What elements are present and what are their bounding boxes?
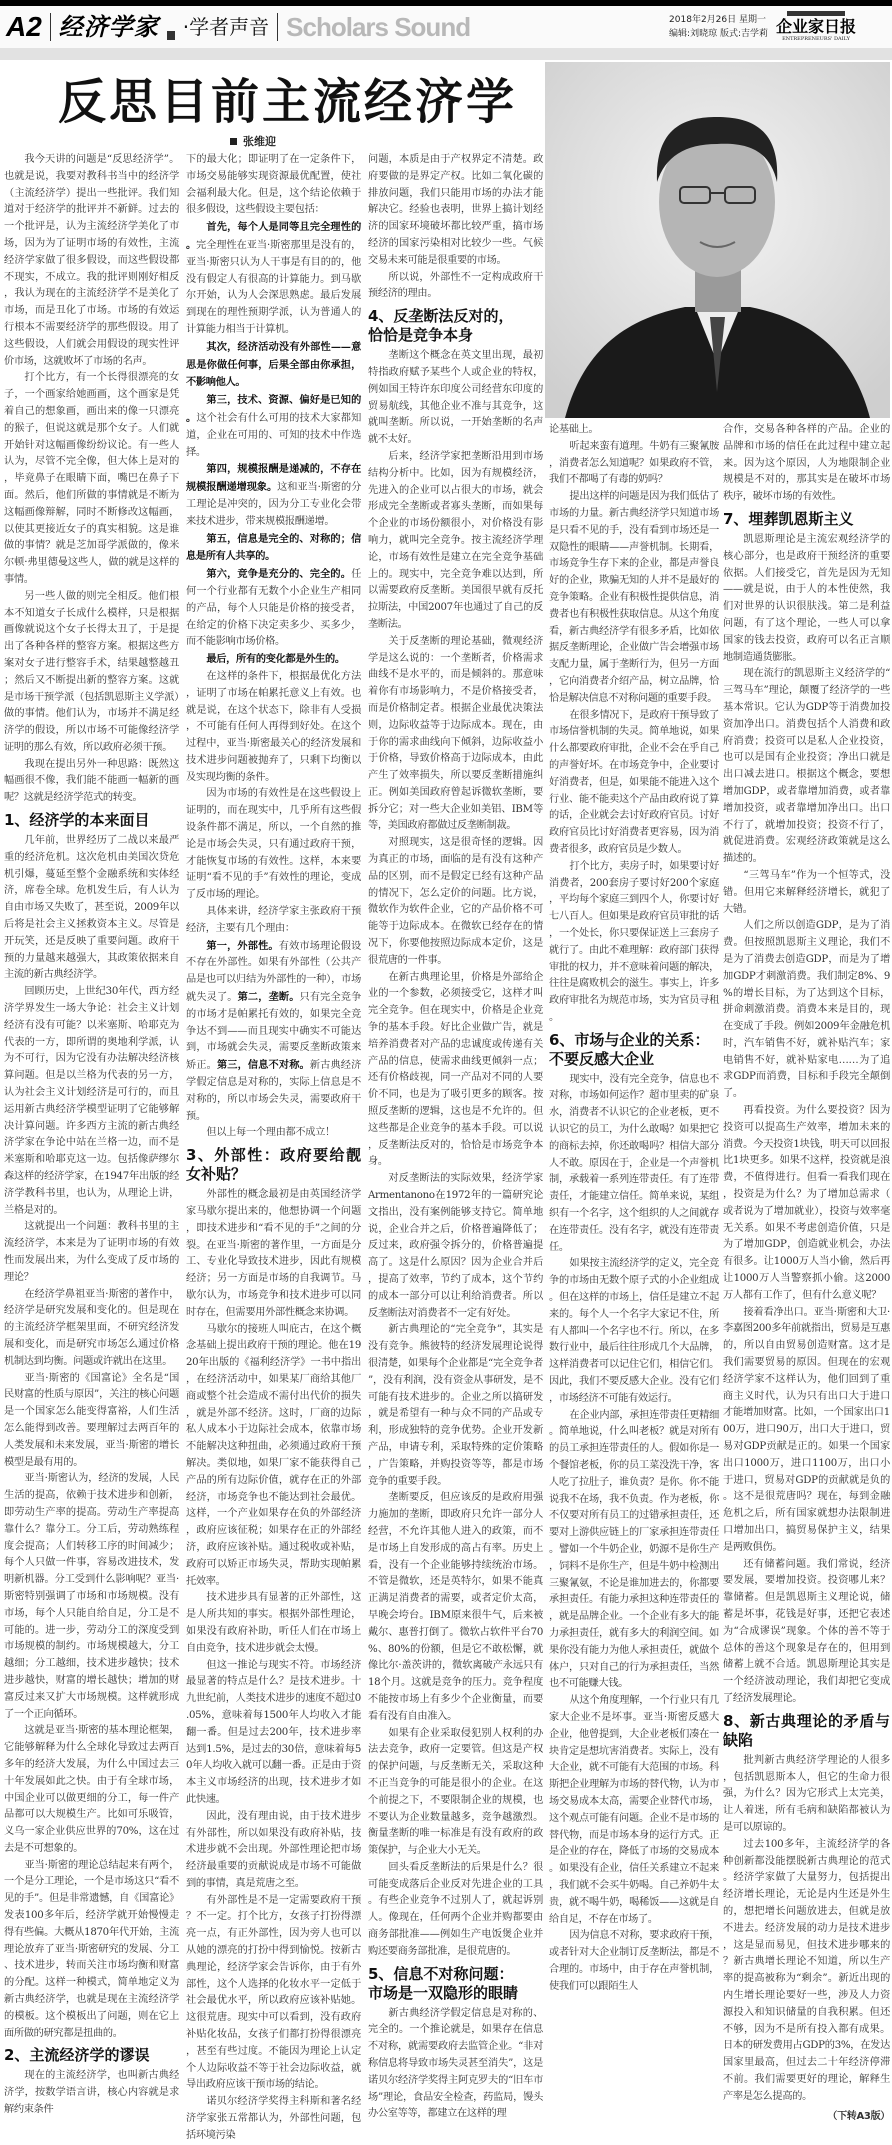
paragraph: 新古典经济学假定信息是对称的、完全的。一个推论就是，如果存在信息不对称，就需要政府去监管企业。“非对称信息将导致市场失灵甚至消失”，这是诺贝尔经济学奖得主阿克罗夫的“旧车市场”理论，食品安全检查，药监局，馒头办公室等等，都建立在这样的理 bbox=[368, 2007, 543, 2120]
paragraph: 这就是亚当·斯密的基本理论框架，它能够解释为什么全球化导致过去两百多年的经济大发展，为什么中国过去三十年发展如此之快。由于有全球市场，中国企业可以做更细的分工，每一件产品都可以大规模生产。比如可乐吸管，义乌一家企业供应世界的70%，这在过去是不可想象的。 bbox=[4, 1725, 179, 1854]
paragraph: 接着看净出口。亚当·斯密和大卫·李嘉图200多年前就指出，贸易是互惠的，所以自由贸易创造财富。这才是我们需要贸易的原因。但现在的宏观经济学家不这样认为，他们回到了重商主义时代，认为只有出口大于进口才能增加财富。比如，一个国家出口100万，进口90万，出口大于进口，贸易对GDP贡献是正的。如果一个国家出口1000万，进口1100万，出口小于进口，贸易对GDP的贡献就是负的。这不是很荒唐吗？现在，每到金融危机之后，所有国家就想办法限制进口增加出口，搞贸易保护主义，结果是两败俱伤。 bbox=[723, 1306, 890, 1553]
bold-lead: 第一，外部性。 bbox=[206, 939, 279, 952]
text-run: 任何一个行业都有无数个小企业生产相同的产品，每个人只能是价格的接受者，在给定的价格下决定卖多少、买多少，而不能影响市场价格。 bbox=[186, 569, 361, 648]
paragraph: 后来，经济学家把垄断沿用到市场结构分析中。比如，因为有规模经济，先进入的企业可以占很大的市场，就会形成完全垄断或者寡头垄断，而如果每个企业的市场份额很小，对价格没有影响力，就叫完全竞争。按主流经济学理论，市场有效性是建立在完全竞争基础上的。现实中，完全竞争难以达到，所以需要政府反垄断。美国很早就有反托拉斯法，中国2007年也通过了自己的反垄断法。 bbox=[368, 450, 543, 630]
paragraph: 技术进步具有显著的正外部性，这是人所共知的事实。根据外部性理论，如果没有政府补助，听任人们在市场上自由竞争，技术进步就会太慢。 bbox=[186, 1592, 361, 1654]
paragraph: 亚当·斯密的理论总结起来有两个，一个是分工理论，一个是市场这只“看不见的手”。但是非常遗憾，自《国富论》发表100多年后，经济学就开始慢慢走得有些偏。大概从1870年代开始，主流理论放弃了亚当·斯密研究的发展、分工、技术进步，转而关注市场均衡和财富的分配。这样一种模式，简单地定义为新古典经济学，也就是现在主流经济学的模板。这个模板出了问题，则在它上面所做的研究都是扭曲的。 bbox=[4, 1859, 179, 2039]
paragraph: 再看投资。为什么要投资？因为投资可以提高生产效率，增加未来的消费。今天投资1块钱，明天可以回报比1块更多。如果不这样，投资就是浪费，不值得进行。但看一看我们现在，投资是为什么？为了增加总需求（或者说为了增加就业），投资与效率毫无关系。如果不考虑创造价值，只是为了增加GDP，创造就业机会，办法有很多。让1000万人当小偷，然后再让1000万人当警察抓小偷。这2000万人都有工作了，但有什么意义呢？ bbox=[723, 1105, 890, 1301]
paragraph: 批判新古典经济学理论的人很多，包括凯恩斯本人，但它的生命力很强，为什么？因为它形式上太完美，让人着迷，所有毛病和缺陷都被认为是可以原谅的。 bbox=[723, 1754, 890, 1833]
text-run: 有效市场理论假设不存在外部性。如果有外部性（公共产品是也可以归结为外部性的一种），市场就失灵了。 bbox=[186, 940, 361, 1004]
paragraph: 另一些人做的则完全相反。他们根本不知道女子长成什么模样，只是根据画像就说这个女子长得太丑了，于是提出了各种各样的整容方案。根据这些方案对女子进行整容手术，结果越整越丑；然后又不断提出新的整容方案。这就是市场干预学派（包括凯恩斯主义学派）做的事情。他们认为，市场并不满足经济学的假设，所以市场不可能像经济学证明的那么有效，所以政府必须干预。 bbox=[4, 590, 179, 753]
continued-note: （下转A3版） bbox=[827, 2110, 890, 2122]
article-column-3 bbox=[368, 152, 543, 2123]
paragraph: 对照现实，这是很奇怪的逻辑。因为真正的市场，面临的是有没有这种产品的区别，而不是假定已经有这种产品的情况下，怎么定价的问题。比方说，微软作为软件企业，它的产品价格不可能等于边际成本。在微软已经存在的情况下，你要他按照边际成本定价，这是很荒唐的一件事。 bbox=[368, 837, 543, 966]
paragraph: 如果按主流经济学的定义，完全竞争的市场由无数个原子式的小企业组成。但在这样的市场上，信任是建立不起来的。每个人一个名字大家记不住，所有人都叫一个名字也不行。所以，在多数行业中，最后往往形成几个大品牌，这样消费者可以记住它们，相信它们。因此，我们不要反感大企业。没有它们，市场经济不可能有效运行。 bbox=[549, 1258, 719, 1404]
section-heading: 8、新古典理论的矛盾与缺陷 bbox=[723, 1711, 890, 1749]
paragraph: 提出这样的问题是因为我们低估了市场的力量。新古典经济学只知道市场是只看不见的手，没有看到市场还是一双隐性的眼睛——声誉机制。长期看，市场竞争生存下来的企业，都是声誉良好的企业，欺骗无知的人并不是最好的竞争策略。企业有积极性提供信息，消费者也有积极性获取信息。从这个角度看，新古典经济学有很多矛盾，比如依据反垄断理论，企业做广告会增强市场支配力量，属于垄断行为，但另一方面，它向消费者介绍产品，树立品牌，恰恰是解决信息不对称问题的重要手段。 bbox=[549, 491, 719, 704]
newspaper-logo: 企业家日报 bbox=[775, 17, 856, 36]
paragraph: 问题，本质是由于产权界定不清楚。政府要做的是界定产权。比如二氧化碳的排放问题，我们只能用市场的办法才能解决它。经验也表明，世界上搞计划经济的国家环境破坏都比较严重，搞市场经济的国家污染相对比较少一些。气候交易未来可能是很重要的市场。 bbox=[368, 154, 543, 266]
paragraph: 我现在提出另外一种思路：既然这幅画很不像，我们能不能画一幅新的画呢？这就是经济学范式的转变。 bbox=[4, 758, 179, 804]
paragraph: 但以上每一个理由都不成立！ bbox=[206, 1127, 335, 1139]
author-portrait bbox=[545, 62, 890, 418]
text-run: 完全理性在亚当·斯密那里是没有的，亚当·斯密只认为人干事是有目的的，他没有假定人有很高的计算能力。到马歇尔开始，认为人会深思熟虑。最后发展到现在的理性预期学派，认为普通人的计算能力相当于计算机。 bbox=[186, 239, 361, 335]
paragraph: 有外部性是不是一定需要政府干预？不一定。打个比方，女孩子打扮得漂亮一点，有正外部性，因为旁人也可以从她的漂亮的打扮中得到愉悦。按新古典理论，经济学家会告诉你，由于有外部性，这个人选择的化妆水平一定低于社会最优水平，所以政府应该补贴她。这很荒唐。现实中可以看到，没有政府补贴化妆品，女孩子们都打扮得很漂亮，甚至有些过度。不能因为理论上认定个人边际收益不等于社会边际收益，就导出政府应该干预市场的结论。 bbox=[186, 1894, 361, 2091]
article-column-2 bbox=[186, 152, 361, 2145]
paragraph: 论基础上。 bbox=[549, 424, 599, 435]
paragraph: 回头看反垄断法的后果是什么？很可能变成落后企业反对先进企业的工具。有些企业竞争不过别人了，就起诉别人。像现在，任何两个企业并购都要由商务部批准——例如生产电饭煲企业并购还要商务部批准，是很荒唐的。 bbox=[368, 1861, 543, 1957]
section-heading: 4、反垄断法反对的， 恰恰是竞争本身 bbox=[368, 307, 514, 345]
paragraph bbox=[186, 339, 361, 392]
divider bbox=[50, 13, 51, 41]
section-heading: 3、外部性：政府要给靓女补贴？ bbox=[186, 1146, 361, 1184]
page-number: A2 bbox=[6, 11, 42, 42]
paragraph: 现在流行的凯恩斯主义经济学的“三驾马车”理论，颠覆了经济学的一些基本常识。它认为GDP等于消费加投资加净出口。消费包括个人消费和政府消费；投资可以是私人企业投资，也可以是国有企业投资；净出口就是出口减去进口。根据这个概念，要想增加GDP，或者靠增加消费，或者靠增加投资，或者靠增加净出口。出口不行了，就增加投资；投资不行了，就促进消费。宏观经济政策就是这么描述的。 bbox=[723, 668, 890, 865]
paragraph: 垄断要反，但应该反的是政府用强力施加的垄断，即政府只允许一部分人经营，不允许其他人进入的政策，而不是市场上自发形成的高占有率。历史上看，没有一个企业能够持续统治市场。不管是微软，还是英特尔，如果不能真正满足消费者的需要，或者定价太高，早晚会垮台。IBM原来很牛气，后来被戴尔、惠普打倒了。微软占软件平台70%、80%的份额，但是它不敢松懈，就像比尔·盖茨讲的，微软离破产永远只有18个月。这就是竞争的压力。竞争程度不能按市场上有多少个企业衡量，而要看有没有自由准入。 bbox=[368, 1492, 543, 1722]
paragraph: 现实中，没有完全竞争，信息也不对称，市场如何运作？超市里卖的矿泉水，消费者不认识它的企业老板，更不认识它的员工，为什么敢喝？如果把它的商标去掉，你还敢喝吗？相信大部分人不敢。原因在于，企业是一个声誉机制，承载着一系列连带责任。有了连带责任，才能建立信任。简单来说，某组织有一个名字，这个组织的人之间就存在连带责任。没有名字，就没有连带责任。 bbox=[549, 1073, 719, 1253]
divider bbox=[277, 13, 278, 41]
section-title: ·学者声音 bbox=[182, 15, 270, 39]
paragraph: 回顾历史，上世纪30年代，西方经济学界发生一场大争论：社会主义计划经济有没有可能？以米塞斯、哈耶克为代表的一方，即所谓的奥地利学派，认为不可行，因为它没有办法解决经济核算问题。但是以兰格为代表的另一方，认为社会主义计划经济是可行的，而且运用新古典经济学模型证明了它能够解决计算问题。许多西方主流的新古典经济学家在争论中站在兰格一边，而不是米塞斯和哈耶克这一边。包括像萨缪尔森这样的经济学家，在1947年出版的经济学教科书里，也认为，从理论上讲，兰格是对的。 bbox=[4, 986, 179, 1216]
bold-lead: 其次，经济活动没有外部性——意思是你做任何事，后果全部由你承担，不影响他人。 bbox=[186, 340, 361, 389]
paragraph: 如果有企业采取侵犯别人权利的办法去竞争，政府一定要管。但这是产权的保护问题，与反垄断无关，采取这种不正当竞争的可能是很小的企业。在这个前提之下，不要限制企业的规模，也不要认为企业数量越多，竞争越激烈。衡量垄断的唯一标准是有没有政府的政策保护，与企业大小无关。 bbox=[368, 1727, 543, 1857]
section-heading: 5、信息不对称问题： 市场是一双隐形的眼睛 bbox=[368, 1964, 519, 2002]
bold-lead: 第二，垄断。 bbox=[237, 991, 300, 1004]
paragraph: 过去100多年，主流经济学的各种创新都没能摆脱新古典理论的范式。经济学家做了大量努力，包括提出经济增长理论，无论是内生还是外生的，想把增长问题放进去，但就是放不进去。经济发展的动力是技术进步，这是显而易见，但技术进步哪来的？新古典增长理论不知道，所以生产率的提高被称为“剩余”。新近出现的内生增长理论要好一些，涉及人力资源投入和知识储量的自我积累。但还不够，因为不是所有投入都有成果。日本的研发费用占GDP的3%，在发达国家里最高，但过去二十年经济停滞不前。我们需要更好的理论，解释生产率是怎么提高的。 bbox=[723, 1838, 890, 2102]
bold-lead: 第六，竞争是充分的、完全的。 bbox=[206, 568, 352, 581]
newspaper-logo-en: ENTREPRENEURS' DAILY bbox=[782, 36, 850, 42]
text-run: 新古典经济学假定信息是对称的，实际上信息是不对称的，所以市场会失灵，需要政府干预。 bbox=[186, 1060, 362, 1122]
paragraph: 合作，交易各种各样的产品。企业的品牌和市场的信任在此过程中建立起来。因为这个原因，人为地限制企业规模是不对的，那其实是在破坏市场秩序，破坏市场的有效性。 bbox=[723, 424, 890, 503]
paragraph: 在企业内部，承担连带责任更精细。简单地说，什么叫老板？就是对所有的员工承担连带责任的人。假如你是一个餐馆老板，你的员工菜没洗干净，客人吃了拉肚子，谁负责？是你。你不能说我不在场，我不负责。作为老板，你不仅要对所有员工的过错承担责任，还要对上游供应链上的厂家承担连带责任。譬如一个牛奶企业，奶源不是你生产，饲料不是你生产，但是牛奶中检测出三聚氰氨，不论是谁加进去的，你都要承担责任。有能力承担这种连带责任的，就是品牌企业。一个企业有多大的能力承担责任，就有多大的利润空间。如果你没有能力为他人承担责任，就做个体户，只对自己的行为承担责任，当然也不可能赚大钱。 bbox=[549, 1409, 719, 1690]
article-column-5 bbox=[723, 422, 890, 2124]
newspaper-logo-box bbox=[776, 11, 856, 43]
masthead bbox=[0, 6, 892, 48]
bullet-icon bbox=[230, 138, 237, 145]
column-brand: 经济学家 bbox=[58, 12, 159, 41]
paragraph: 因为市场的有效性是在这些假设上证明的，而在现实中，几乎所有这些假设条件都不满足，所以，一个自然的推论是市场会失灵，只有通过政府干预，才能恢复市场的有效性。这样，本来要证明“看不见的手”有效性的理论，变成了反市场的理论。 bbox=[186, 788, 361, 901]
bold-lead: 第三，技术、资源、偏好是已知的。 bbox=[186, 394, 361, 424]
seal-icon bbox=[167, 31, 175, 40]
paragraph: 打个比方，有一个长得很漂亮的女子，一个画家给她画画，这个画家是凭着自己的想象画，画出来的像一只漂亮的猴子，但说这就是那个女子。人们就开始针对这幅画像纷纷议论。有一些人认为，尽管不完全像，但大体上是对的，毕竟鼻子在眼睛下面，嘴巴在鼻子下面。然后，他们所做的事情就是不断为这幅画像辩解，同时不断修改这幅画，以使其更接近女子的真实相貌。这是谁做的事情？就是芝加哥学派做的，像米尔顿·弗里德曼这些人，做的就是这样的事情。 bbox=[4, 372, 179, 585]
paragraph: 关于反垄断的理论基础，微观经济学是这么说的：一个垄断者，价格需求曲线不是水平的，而是倾斜的。那意味着你有市场影响力，不是价格接受者，而是价格制定者。根据企业最优决策法则，边际收益等于边际成本。现在，由于你的需求曲线向下倾斜，边际收益小于价格，导致价格高于边际成本，由此产生了效率损失，所以要反垄断措施纠正。例如美国政府曾起诉微软垄断，要拆分它；对一些大企业如美铝、IBM等等，美国政府都做过反垄断制裁。 bbox=[368, 635, 543, 832]
paragraph: 在很多情况下，是政府干预导致了市场信誉机制的失灵。简单地说，如果什么都要政府审批，企业不会在乎自己的声誉好坏。在市场竞争中，企业要讨好消费者，但是，如果能不能进入这个行业、能不能卖这个产品由政府说了算的话，企业就会去讨好政府官员。讨好政府官员比讨好消费者更容易，因为消费者很多，政府官员是少数人。 bbox=[549, 709, 719, 855]
logo-tag bbox=[787, 11, 845, 16]
article-column-4 bbox=[549, 422, 719, 1996]
paragraph bbox=[186, 531, 361, 567]
paragraph: 凯恩斯理论是主流宏观经济学的核心部分，也是政府干预经济的重要依据。人们接受它，首先是因为无知——就是说，由于人的本性使然，我们对世界的认识很肤浅。第二是利益问题，有了这个理论，一些人可以拿国家的钱去投资，政府可以名正言顺地制造通货膨胀。 bbox=[723, 533, 890, 663]
paragraph: 几年前，世界经历了二战以来最严重的经济危机。这次危机由美国次贷危机引爆，蔓延至整个金融系统和实体经济，席卷全球。危机发生后，有人认为自由市场又失败了，甚至说，2009年以后将是社会主义拯救资本主义。尽管是开玩笑，还是反映了重要问题。政府干预的力量越来越强大，其政策依据来自主流的新古典经济学。 bbox=[4, 835, 179, 981]
paragraph: 具体来讲，经济学家主张政府干预经济，主要有几个理由： bbox=[186, 906, 361, 934]
section-title-en: Scholars Sound bbox=[286, 12, 471, 42]
paragraph bbox=[186, 219, 361, 339]
paragraph: 新古典理论的“完全竞争”，其实是没有竞争。熊彼特的经济发展理论说得很清楚，如果每个企业都是“完全竞争者”，没有利润，没有资金从事研发，是不可能有技术进步的。企业之所以搞研发，就是希望有一种与众不同的产品或专利，形成独特的竞争优势。企业开发新产品，申请专利，采取特殊的定价策略，广告策略，并购投资等等，都是市场竞争的重要手段。 bbox=[368, 1324, 543, 1487]
paragraph: 在新古典理论里，价格是外部给企业的一个参数，必须接受它，这样才叫完全竞争。但在现实中，价格是企业竞争的基本手段。好比企业做广告，就是培养消费者对产品的忠诚度或传递有关产品的信息，使需求曲线更倾斜一点；还有价格歧视，同一产品对不同的人要价不同，也是为了吸引更多的顾客。按照反垄断的逻辑，这也是不允许的。但这些都是企业竞争的基本手段。可以说，反垄断法反对的，恰恰是市场竞争本身。 bbox=[368, 971, 543, 1168]
article-title: 反思目前主流经济学 bbox=[58, 74, 518, 130]
author-name: 张维迎 bbox=[243, 135, 276, 148]
issue-meta bbox=[669, 14, 768, 40]
paragraph: 亚当·斯密的《国富论》全名是“国民财富的性质与原因”，关注的核心问题是一个国家怎么能变得富裕，人们生活怎么能得到改善。要理解过去两百年的人类发展和未来发展，亚当·斯密的增长模型是最有用的。 bbox=[4, 1372, 179, 1468]
paragraph: 垄断这个概念在英文里出现，最初特指政府赋予某些个人或企业的特权，例如国王特许东印度公司经营东印度的贸易航线，其他企业不准与其竞争，这就叫垄断。所以说，一开始垄断的名声就不太好。 bbox=[368, 350, 543, 446]
paragraph: 对反垄断法的实际效果，经济学家Armentanono在1972年的一篇研究论文指出，没有案例能够支持它。简单地说，企业合并之后，价格普遍降低了；反过来，政府强令拆分的，价格普遍提高了。这是什么原因？因为企业合并后，提高了效率，节约了成本，这个节约的成本一部分可以让利给消费者。所以反垄断法对消费者不一定有好处。 bbox=[368, 1173, 543, 1319]
bold-lead: 最后，所有的变化都是外生的。 bbox=[206, 653, 345, 666]
paragraph: 马歇尔的接班人叫庇古，在这个概念基础上提出政府干预的理论。他在1920年出版的《福利经济学》一书中指出，在经济活动中，如果某厂商给其他厂商或整个社会造成不需付出代价的损失，就是外部不经济。这时，厂商的边际私人成本小于边际社会成本，依靠市场不能解决这种扭曲，必须通过政府干预解决。类似地，如果厂家不能获得自己产品的所有边际价值，就存在正的外部经济，市场竞争也不能达到社会最优。这样，一个产业如果存在负的外部经济，政府应该征税；如果存在正的外部经济，政府应该补贴。通过税收或补贴，政府可以矫正市场失灵，帮助实现帕累托效率。 bbox=[186, 1323, 361, 1587]
byline bbox=[230, 135, 276, 149]
section-heading: 2、主流经济学的谬误 bbox=[4, 2046, 150, 2065]
section-heading: 7、埋葬凯恩斯主义 bbox=[723, 509, 854, 528]
text-run: 只有完全竞争的市场才是帕累托有效的，如果完全竞争达不到——而且现实中确实不可能达到，市场就会失灵，需要反垄断政策来矫正。 bbox=[186, 992, 362, 1072]
editor-credit: 编辑:刘晓琼 版式:吉学莉 bbox=[669, 29, 768, 39]
header-band bbox=[0, 48, 892, 60]
bold-lead: 第四，规模报酬是递减的，不存在规模报酬递增现象。 bbox=[186, 463, 361, 494]
section-heading: 6、市场与企业的关系： 不要反感大企业 bbox=[549, 1030, 710, 1068]
bold-lead: 首先，每个人是同等且完全理性的。 bbox=[186, 221, 361, 251]
paragraph: 诺贝尔经济学奖得主科斯和著名经济学家张五常都认为，外部性问题，包括环境污染 bbox=[186, 2096, 361, 2141]
paragraph: 从这个角度理解，一个行业只有几家大企业不是坏事。亚当·斯密反感大企业，他曾提到，大企业老板们凑在一块肯定是想坑害消费者。实际上，没有大企业，就不可能有大范围的市场。科斯把企业理解为市场的替代物，认为市场交易成本太高，需要企业替代市场，这个观点可能有问题。企业不是市场的替代物，而是市场本身的运行方式。正是企业的存在，降低了市场的交易成本。如果没有企业，信任关系建立不起来，我们就不会买牛奶喝。自己养奶牛太贵，就不喝牛奶，喝稀饭——这就是自给自足，不存在市场了。 bbox=[549, 1695, 719, 1925]
paragraph bbox=[186, 938, 361, 1126]
paragraph: 因为信息不对称，要求政府干预，或者针对大企业制订反垄断法，都是不合理的。市场中，由于存在声誉机制，使我们可以跟陌生人 bbox=[549, 1930, 719, 1992]
paragraph bbox=[186, 461, 361, 530]
paragraph: 还有储蓄问题。我们常说，经济要发展，要增加投资。投资哪儿来？靠储蓄。但是凯恩斯主义理论说，储蓄是坏事，花钱是好事，还把它表述为“合成谬误”现象。个体的善不等于总体的善这个现象是存在的，但用到储蓄上就不合适。凯恩斯理论其实是一个经济波动理论，我们却把它变成了经济发展理论。 bbox=[723, 1558, 890, 1704]
paragraph: 打个比方，卖房子时，如果要讨好消费者，200套房子要讨好200个家庭，平均每个家庭三到四个人，你要讨好七八百人。但如果是政府官员审批的话，一个处长，你只要保证送上三套房子就行了。由此不难理解：政府部门获得审批的权力，并不意味着问题的解决，往往是腐败机会的滋生。事实上，许多政府审批名为规范市场，实为官员寻租。 bbox=[549, 860, 719, 1023]
article-column-1 bbox=[4, 152, 179, 2119]
paragraph: 在这样的条件下，根据最优化方法，证明了市场在帕累托意义上有效。也就是说，在这个状态下，除非有人受损，不可能有任何人再得到好处。在这个过程中，亚当·斯密最关心的经济发展和技术进步问题被抛弃了，只剩下均衡以及实现均衡的条件。 bbox=[186, 670, 361, 783]
paragraph bbox=[186, 566, 361, 651]
paragraph: 听起来蛮有道理。牛奶有三聚氰胺，消费者怎么知道呢？如果政府不管，我们不都喝了有毒的奶吗？ bbox=[549, 440, 719, 486]
paragraph: 我今天讲的问题是“反思经济学”。也就是说，我要对教科书当中的经济学（主流经济学）提出一些批评。我们知道对于经济学的批评并不新鲜。过去的一个批评是，认为主流经济学美化了市场，因为为了证明市场的有效性，主流经济学家做了很多假设，而这些假设都不现实，不成立。我的批评则刚好相反，我认为现在的主流经济学不是美化了市场，而是丑化了市场。市场的有效运行根本不需要经济学的那些假设。用了这些假设，人们就会用假设的现实性评价市场，这就败坏了市场的名声。 bbox=[4, 154, 179, 367]
paragraph: 现在的主流经济学，也叫新古典经济学，按数学语言讲，核心内容就是求解约束条件 bbox=[4, 2070, 179, 2116]
paragraph: 人们之所以创造GDP，是为了消费。但按照凯恩斯主义理论，我们不是为了消费去创造GDP，而是为了增加GDP才刺激消费。我们制定8%、9%的增长目标，为了达到这个目标，拼命刺激消费。消费本来是目的，现在变成了手段。例如2009年金融危机时，汽车销售不好，就补贴汽车；家电销售不好，就补贴家电……为了追求GDP而消费，目标和手段完全颠倒了。 bbox=[723, 920, 890, 1100]
bold-lead: 第三，信息不对称。 bbox=[216, 1059, 310, 1072]
text-run: 这个社会有什么可用的技术大家都知道，企业在可用的、可知的技术中作选择。 bbox=[186, 412, 362, 458]
paragraph: 但这一推论与现实不符。市场经济最显著的特点是什么？是技术进步。十九世纪前，人类技术进步的速度不超过0.05%，意味着每1500年人均收入才能翻一番。但是过去200年，技术进步率达到1.5%，是过去的30倍，意味着每50年人均收入就可以翻一番。正是由于资本主义市场经济的出现，技术进步才如此快速。 bbox=[186, 1659, 361, 1805]
paragraph: 外部性的概念最初是由英国经济学家马歇尔提出来的，他想协调一个问题，即技术进步和“看不见的手”之间的分裂。在亚当·斯密的著作里，一方面是分工、专业化导致技术进步，因此有规模经济；另一方面是市场的自我调节。马歇尔认为，市场竞争和技术进步可以同时存在，但需要用外部性概念来协调。 bbox=[186, 1189, 361, 1318]
paragraph bbox=[186, 392, 361, 461]
section-heading: 1、经济学的本来面目 bbox=[4, 811, 150, 830]
paragraph: 这就提出一个问题：教科书里的主流经济学，本来是为了证明市场的有效性而发展出来，为什么变成了反市场的理论？ bbox=[4, 1221, 179, 1283]
paragraph bbox=[186, 651, 361, 669]
paragraph: 下的最大化；即证明了在一定条件下，市场交易能够实现资源最优配置，使社会福利最大化。但是，这个结论依赖于很多假设，这些假设主要包括： bbox=[186, 154, 361, 216]
text-run: 这和亚当·斯密的分工理论是冲突的，因为分工专业化会带来技术进步，带来规模报酬递增。 bbox=[186, 482, 361, 527]
bold-lead: 第五，信息是完全的、对称的；信息是所有人共享的。 bbox=[186, 532, 361, 563]
issue-date: 2018年2月26日 星期一 bbox=[669, 15, 766, 25]
paragraph: 所以说，外部性不一定构成政府干预经济的理由。 bbox=[368, 271, 543, 300]
paragraph: 因此，没有理由说，由于技术进步有外部性，所以如果没有政府补贴，技术进步就不会出现。外部性理论把市场经济最重要的贡献说成是市场不可能做到的事情，真是荒唐之至。 bbox=[186, 1810, 361, 1889]
paragraph: “三驾马车”作为一个恒等式，没错。但用它来解释经济增长，就犯了大错。 bbox=[723, 869, 890, 915]
paragraph: 亚当·斯密认为，经济的发展，人民生活的提高，依赖于技术进步和创新，即劳动生产率的提高。劳动生产率提高靠什么？靠分工。分工后，劳动熟练程度会提高；人们转移工序的时间减少；每个人只做一件事，容易改进技术，发明新机器。分工受到什么影响呢？亚当·斯密特别强调了市场和市场规模。没有市场，每个人只能自给自足，分工是不可能的。进一步，劳动分工的深度受到市场规模的制约。市场规模越大，分工越细；分工越细，技术进步越快；技术进步越快，财富的增长越快；增加的财富反过来又扩大市场规模。这样就形成了一个正向循环。 bbox=[4, 1473, 179, 1720]
paragraph: 在经济学鼻祖亚当·斯密的著作中，经济学是研究发展和变化的。但是现在的主流经济学框架里面，不研究经济发展和变化，而是研究市场怎么通过价格机制达到均衡。问题或许就出在这里。 bbox=[4, 1288, 179, 1367]
